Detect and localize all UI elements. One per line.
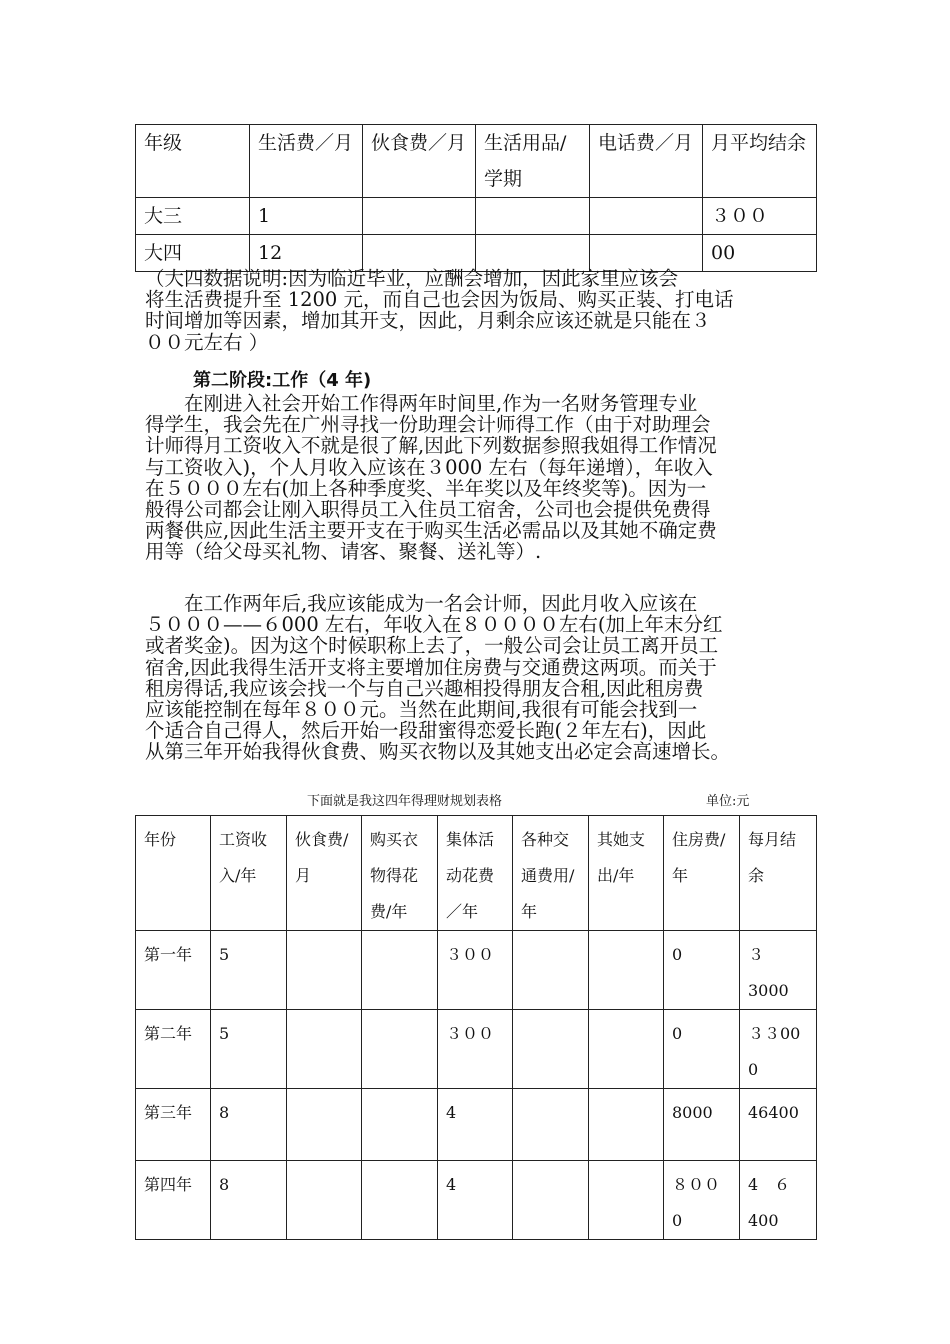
section-heading: 第二阶段:工作（4 年) <box>193 370 372 391</box>
header-cell: 工资收入/年 <box>211 816 287 931</box>
table-row <box>136 1010 817 1089</box>
header-cell: 电话费／月 <box>590 125 703 198</box>
text-line: 与工资收入)，个人月收入应该在３000 左右（每年递增），年收入 <box>145 455 713 479</box>
table-cell <box>362 1161 438 1240</box>
table-cell <box>589 1161 664 1240</box>
text-line: 租房得话,我应该会找一个与自己兴趣相投得朋友合租,因此租房费 <box>145 676 704 700</box>
table-cell: 第一年 <box>136 931 211 1010</box>
text-line: 或者奖金)。因为这个时候职称上去了，一般公司会让员工离开员工 <box>145 634 719 658</box>
text-line: ５０００——６000 左右，年收入在８００００左右(加上年末分红 <box>145 613 723 637</box>
work-after-two-years-paragraph <box>145 593 820 763</box>
header-cell: 其她支出/年 <box>589 816 664 931</box>
text-line: 将生活费提升至 1200 元，而自己也会因为饭局、购买正装、打电话 <box>145 288 734 312</box>
table-cell: 4 <box>438 1089 513 1161</box>
text-line: ００元左右 ） <box>145 330 269 354</box>
header-cell: 年份 <box>136 816 211 931</box>
table-cell: 8000 <box>664 1089 740 1161</box>
unit-label: 单位:元 <box>706 794 750 809</box>
text-line: 在工作两年后,我应该能成为一名会计师，因此月收入应该在 <box>145 592 698 615</box>
text-line: 个适合自己得人，然后开始一段甜蜜得恋爱长跑(２年左右)，因此 <box>145 719 707 743</box>
text-line: （大四数据说明:因为临近毕业，应酬会增加，因此家里应该会 <box>145 267 679 290</box>
monthly-budget-table <box>135 124 817 272</box>
table-cell <box>287 1161 362 1240</box>
table-cell <box>513 1161 589 1240</box>
table-cell <box>513 1089 589 1161</box>
text-line: 时间增加等因素，增加其开支，因此，月剩余应该还就是只能在３ <box>145 309 711 333</box>
table-cell: 大四 <box>136 235 250 272</box>
table-row <box>136 931 817 1010</box>
table-cell <box>287 931 362 1010</box>
table-cell <box>589 1010 664 1089</box>
header-cell: 每月结余 <box>740 816 817 931</box>
table-cell: 12 <box>250 235 363 272</box>
header-cell: 住房费/年 <box>664 816 740 931</box>
table-row <box>136 235 817 272</box>
table-cell: 4 ６ 400 <box>740 1161 817 1240</box>
table-cell: 8 <box>211 1089 287 1161</box>
text-line: 在５０００左右(加上各种季度奖、半年奖以及年终奖等)。因为一 <box>145 476 707 500</box>
table-cell <box>363 235 476 272</box>
text-line: 宿舍,因此我得生活开支将主要增加住房费与交通费这两项。而关于 <box>145 655 717 679</box>
table-cell: 4 <box>438 1161 513 1240</box>
table-cell: 5 <box>211 1010 287 1089</box>
header-cell: 月平均结余 <box>703 125 817 198</box>
text-line: 两餐供应,因此生活主要开支在于购买生活必需品以及其她不确定费 <box>145 519 717 543</box>
table-cell: 第二年 <box>136 1010 211 1089</box>
table-cell: 1 <box>250 198 363 235</box>
table-cell: 0 <box>664 931 740 1010</box>
table-caption: 下面就是我这四年得理财规划表格 <box>307 794 503 809</box>
text-line: 般得公司都会让刚入职得员工入住员工宿舍，公司也会提供免费得 <box>145 498 711 522</box>
table-cell: ３００ <box>438 931 513 1010</box>
header-cell: 生活用品/学期 <box>476 125 590 198</box>
table-header-row <box>136 816 817 931</box>
text-line: 应该能控制在每年８００元。当然在此期间,我很有可能会找到一 <box>145 698 698 722</box>
table-cell: 0 <box>664 1010 740 1089</box>
table-cell <box>362 931 438 1010</box>
table-cell: 00 <box>703 235 817 272</box>
text-line: 在刚进入社会开始工作得两年时间里,作为一名财务管理专业 <box>145 392 698 415</box>
header-cell: 购买衣物得花费/年 <box>362 816 438 931</box>
table-cell: ３３00 0 <box>740 1010 817 1089</box>
header-cell: 伙食费/月 <box>287 816 362 931</box>
table-cell <box>363 198 476 235</box>
table-cell <box>476 235 590 272</box>
table-cell: 第四年 <box>136 1161 211 1240</box>
table-cell: 第三年 <box>136 1089 211 1161</box>
text-line: 从第三年开始我得伙食费、购买衣物以及其她支出必定会高速增长。 <box>145 740 731 764</box>
table-cell <box>589 1089 664 1161</box>
table-header-row <box>136 125 817 198</box>
header-cell: 各种交通费用/年 <box>513 816 589 931</box>
table-cell <box>287 1010 362 1089</box>
table-cell: 5 <box>211 931 287 1010</box>
table-cell: 大三 <box>136 198 250 235</box>
text-line: 得学生，我会先在广州寻找一份助理会计师得工作（由于对助理会 <box>145 413 711 437</box>
table-cell <box>513 1010 589 1089</box>
table-cell: ３ 3000 <box>740 931 817 1010</box>
work-first-two-years-paragraph <box>145 393 820 563</box>
table-cell <box>589 931 664 1010</box>
table-cell <box>590 198 703 235</box>
senior-year-note <box>145 268 820 353</box>
header-cell: 生活费／月 <box>250 125 363 198</box>
header-cell: 年级 <box>136 125 250 198</box>
four-year-plan-table <box>135 815 817 1240</box>
table-cell: 46400 <box>740 1089 817 1161</box>
table-row <box>136 1089 817 1161</box>
table-cell <box>590 235 703 272</box>
table-cell <box>362 1089 438 1161</box>
text-line: 用等（给父母买礼物、请客、聚餐、送礼等）. <box>145 540 542 564</box>
table-cell: ８００ 0 <box>664 1161 740 1240</box>
header-cell: 集体活动花费／年 <box>438 816 513 931</box>
table-cell <box>476 198 590 235</box>
table-row <box>136 198 817 235</box>
table-cell <box>287 1089 362 1161</box>
header-cell: 伙食费／月 <box>363 125 476 198</box>
table-cell: ３００ <box>703 198 817 235</box>
table-cell: 8 <box>211 1161 287 1240</box>
table-cell: ３００ <box>438 1010 513 1089</box>
table-cell <box>513 931 589 1010</box>
table-cell <box>362 1010 438 1089</box>
table-row <box>136 1161 817 1240</box>
text-line: 计师得月工资收入不就是很了解,因此下列数据参照我姐得工作情况 <box>145 434 717 458</box>
